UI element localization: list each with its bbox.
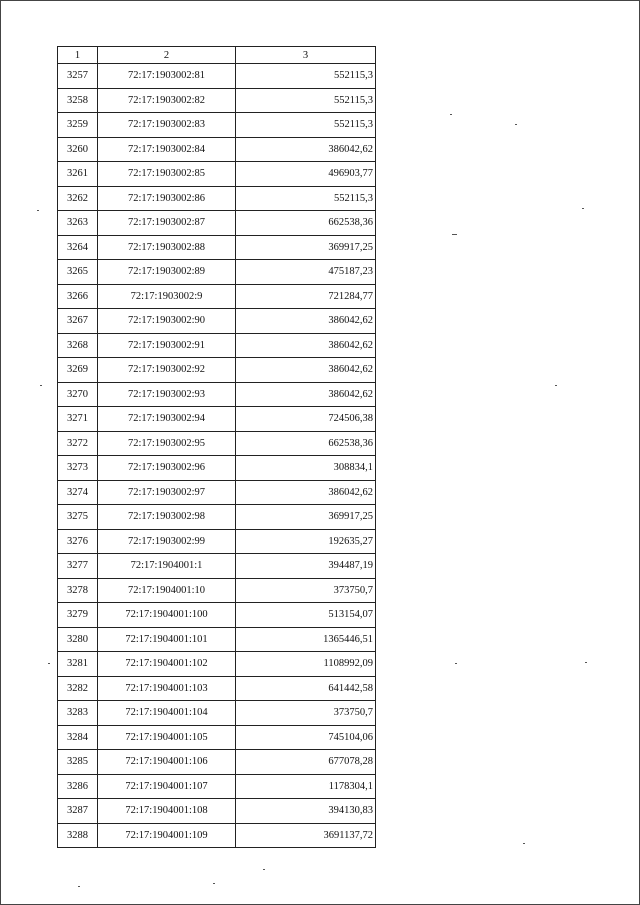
row-number: 3283 [58,701,98,726]
cadastral-value-table [57,46,376,848]
row-number: 3284 [58,725,98,750]
cadastral-value: 369917,25 [236,505,376,530]
cadastral-value: 724506,38 [236,407,376,432]
cadastral-number: 72:17:1903002:93 [98,382,236,407]
cadastral-number: 72:17:1904001:1 [98,554,236,579]
cadastral-number: 72:17:1903002:9 [98,284,236,309]
scan-speck [450,114,452,115]
cadastral-number: 72:17:1904001:10 [98,578,236,603]
row-number: 3258 [58,88,98,113]
cadastral-number: 72:17:1904001:102 [98,652,236,677]
cadastral-value: 3691137,72 [236,823,376,848]
cadastral-number: 72:17:1903002:81 [98,64,236,89]
cadastral-value: 1365446,51 [236,627,376,652]
cadastral-value: 394487,19 [236,554,376,579]
scan-speck [48,663,50,664]
cadastral-value: 662538,36 [236,211,376,236]
table-row [58,725,376,750]
cadastral-value: 745104,06 [236,725,376,750]
scan-speck [585,662,587,663]
cadastral-number: 72:17:1903002:89 [98,260,236,285]
row-number: 3267 [58,309,98,334]
table-row [58,676,376,701]
table-row [58,137,376,162]
table-header-row [58,47,376,64]
cadastral-number: 72:17:1904001:107 [98,774,236,799]
cadastral-value: 552115,3 [236,88,376,113]
cadastral-number: 72:17:1904001:106 [98,750,236,775]
cadastral-number: 72:17:1903002:96 [98,456,236,481]
cadastral-number: 72:17:1904001:101 [98,627,236,652]
table-row [58,284,376,309]
cadastral-number: 72:17:1903002:84 [98,137,236,162]
cadastral-number: 72:17:1903002:91 [98,333,236,358]
scan-speck [515,124,517,125]
row-number: 3266 [58,284,98,309]
table-row [58,456,376,481]
cadastral-number: 72:17:1903002:85 [98,162,236,187]
row-number: 3260 [58,137,98,162]
cadastral-number: 72:17:1904001:105 [98,725,236,750]
row-number: 3264 [58,235,98,260]
row-number: 3275 [58,505,98,530]
cadastral-number: 72:17:1903002:92 [98,358,236,383]
cadastral-number: 72:17:1903002:82 [98,88,236,113]
scan-speck [452,234,457,235]
row-number: 3272 [58,431,98,456]
cadastral-value: 373750,7 [236,578,376,603]
row-number: 3273 [58,456,98,481]
cadastral-value: 1178304,1 [236,774,376,799]
cadastral-number: 72:17:1903002:83 [98,113,236,138]
table-row [58,358,376,383]
table-row [58,260,376,285]
table-row [58,431,376,456]
cadastral-value: 373750,7 [236,701,376,726]
table-row [58,603,376,628]
cadastral-value: 386042,62 [236,358,376,383]
cadastral-number: 72:17:1903002:88 [98,235,236,260]
row-number: 3274 [58,480,98,505]
cadastral-number: 72:17:1903002:87 [98,211,236,236]
column-header-1: 1 [58,47,98,64]
cadastral-value: 496903,77 [236,162,376,187]
table-row [58,64,376,89]
cadastral-number: 72:17:1903002:95 [98,431,236,456]
table-row [58,774,376,799]
row-number: 3278 [58,578,98,603]
row-number: 3282 [58,676,98,701]
row-number: 3257 [58,64,98,89]
cadastral-value: 369917,25 [236,235,376,260]
cadastral-value: 386042,62 [236,333,376,358]
table-row [58,186,376,211]
table-row [58,480,376,505]
cadastral-value: 192635,27 [236,529,376,554]
table-body [58,64,376,848]
row-number: 3285 [58,750,98,775]
cadastral-value: 641442,58 [236,676,376,701]
cadastral-number: 72:17:1904001:100 [98,603,236,628]
row-number: 3279 [58,603,98,628]
cadastral-value: 721284,77 [236,284,376,309]
table-row [58,652,376,677]
cadastral-value: 386042,62 [236,137,376,162]
table-row [58,578,376,603]
table-row [58,505,376,530]
table-row [58,627,376,652]
scan-speck [37,210,39,211]
table-row [58,382,376,407]
row-number: 3271 [58,407,98,432]
row-number: 3280 [58,627,98,652]
cadastral-number: 72:17:1904001:108 [98,799,236,824]
scan-speck [263,869,265,870]
row-number: 3259 [58,113,98,138]
table-row [58,701,376,726]
cadastral-value: 386042,62 [236,382,376,407]
cadastral-value: 308834,1 [236,456,376,481]
scan-speck [523,843,525,844]
cadastral-value: 513154,07 [236,603,376,628]
scan-speck [40,385,42,386]
cadastral-value: 1108992,09 [236,652,376,677]
cadastral-number: 72:17:1904001:104 [98,701,236,726]
row-number: 3268 [58,333,98,358]
table-row [58,88,376,113]
table-row [58,529,376,554]
cadastral-value: 677078,28 [236,750,376,775]
cadastral-number: 72:17:1903002:97 [98,480,236,505]
cadastral-value: 552115,3 [236,186,376,211]
cadastral-number: 72:17:1903002:86 [98,186,236,211]
column-header-3: 3 [236,47,376,64]
row-number: 3281 [58,652,98,677]
row-number: 3288 [58,823,98,848]
table-row [58,235,376,260]
row-number: 3269 [58,358,98,383]
column-header-2: 2 [98,47,236,64]
table-row [58,554,376,579]
table-row [58,750,376,775]
cadastral-value: 386042,62 [236,309,376,334]
table-row [58,309,376,334]
table-row [58,162,376,187]
cadastral-value: 475187,23 [236,260,376,285]
cadastral-value: 552115,3 [236,64,376,89]
table-row [58,799,376,824]
scan-speck [78,886,80,887]
cadastral-number: 72:17:1904001:103 [98,676,236,701]
row-number: 3261 [58,162,98,187]
cadastral-number: 72:17:1903002:98 [98,505,236,530]
cadastral-value: 386042,62 [236,480,376,505]
scan-speck [555,385,557,386]
table-row [58,113,376,138]
scan-speck [455,663,457,664]
cadastral-number: 72:17:1903002:94 [98,407,236,432]
cadastral-number: 72:17:1903002:99 [98,529,236,554]
cadastral-value: 662538,36 [236,431,376,456]
table-row [58,407,376,432]
cadastral-value: 394130,83 [236,799,376,824]
table-row [58,333,376,358]
scan-speck [582,208,584,209]
row-number: 3287 [58,799,98,824]
row-number: 3277 [58,554,98,579]
table-row [58,211,376,236]
cadastral-value: 552115,3 [236,113,376,138]
cadastral-number: 72:17:1904001:109 [98,823,236,848]
row-number: 3276 [58,529,98,554]
row-number: 3286 [58,774,98,799]
table-row [58,823,376,848]
row-number: 3270 [58,382,98,407]
row-number: 3265 [58,260,98,285]
scan-speck [213,883,215,884]
row-number: 3262 [58,186,98,211]
row-number: 3263 [58,211,98,236]
cadastral-number: 72:17:1903002:90 [98,309,236,334]
